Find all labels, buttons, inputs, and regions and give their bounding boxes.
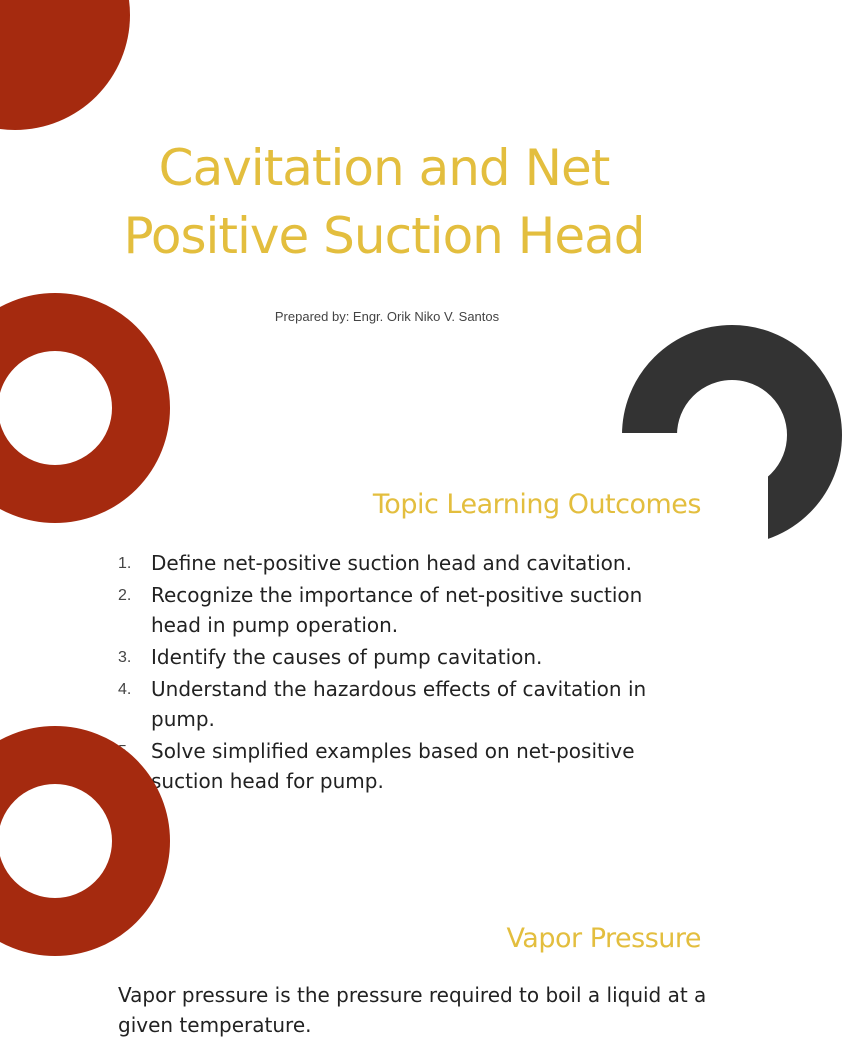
outcome-text: Solve simplified examples based on net-positive suction head for pump. <box>151 739 635 793</box>
outcome-number: 2. <box>118 587 132 604</box>
outcome-item <box>118 674 678 734</box>
outcome-number: 4. <box>118 681 132 698</box>
outcomes-list <box>118 548 678 798</box>
outcomes-heading: Topic Learning Outcomes <box>372 489 701 520</box>
outcome-text: Recognize the importance of net-positive suction head in pump operation. <box>151 583 643 637</box>
outcome-text: Identify the causes of pump cavitation. <box>151 645 543 669</box>
vapor-pressure-slide <box>0 866 768 1037</box>
vapor-pressure-heading: Vapor Pressure <box>506 923 701 954</box>
outcome-text: Understand the hazardous effects of cavitation in pump. <box>151 677 647 731</box>
red-quarter-circle-decoration <box>0 0 130 130</box>
outcome-item <box>118 548 678 578</box>
outcome-number: 3. <box>118 649 132 666</box>
outcome-item <box>118 580 678 640</box>
outcome-item <box>118 736 678 796</box>
outcome-number: 1. <box>118 555 132 572</box>
presentation-title: Cavitation and Net Positive Suction Head <box>123 139 645 265</box>
vapor-pressure-definition: Vapor pressure is the pressure required to boil a liquid at a given temperature. <box>118 983 707 1037</box>
outcome-item <box>118 642 678 672</box>
outcome-number: 5. <box>118 743 132 760</box>
outcome-text: Define net-positive suction head and cavitation. <box>151 551 632 575</box>
presenter-credit: Prepared by: Engr. Orik Niko V. Santos <box>274 309 500 324</box>
